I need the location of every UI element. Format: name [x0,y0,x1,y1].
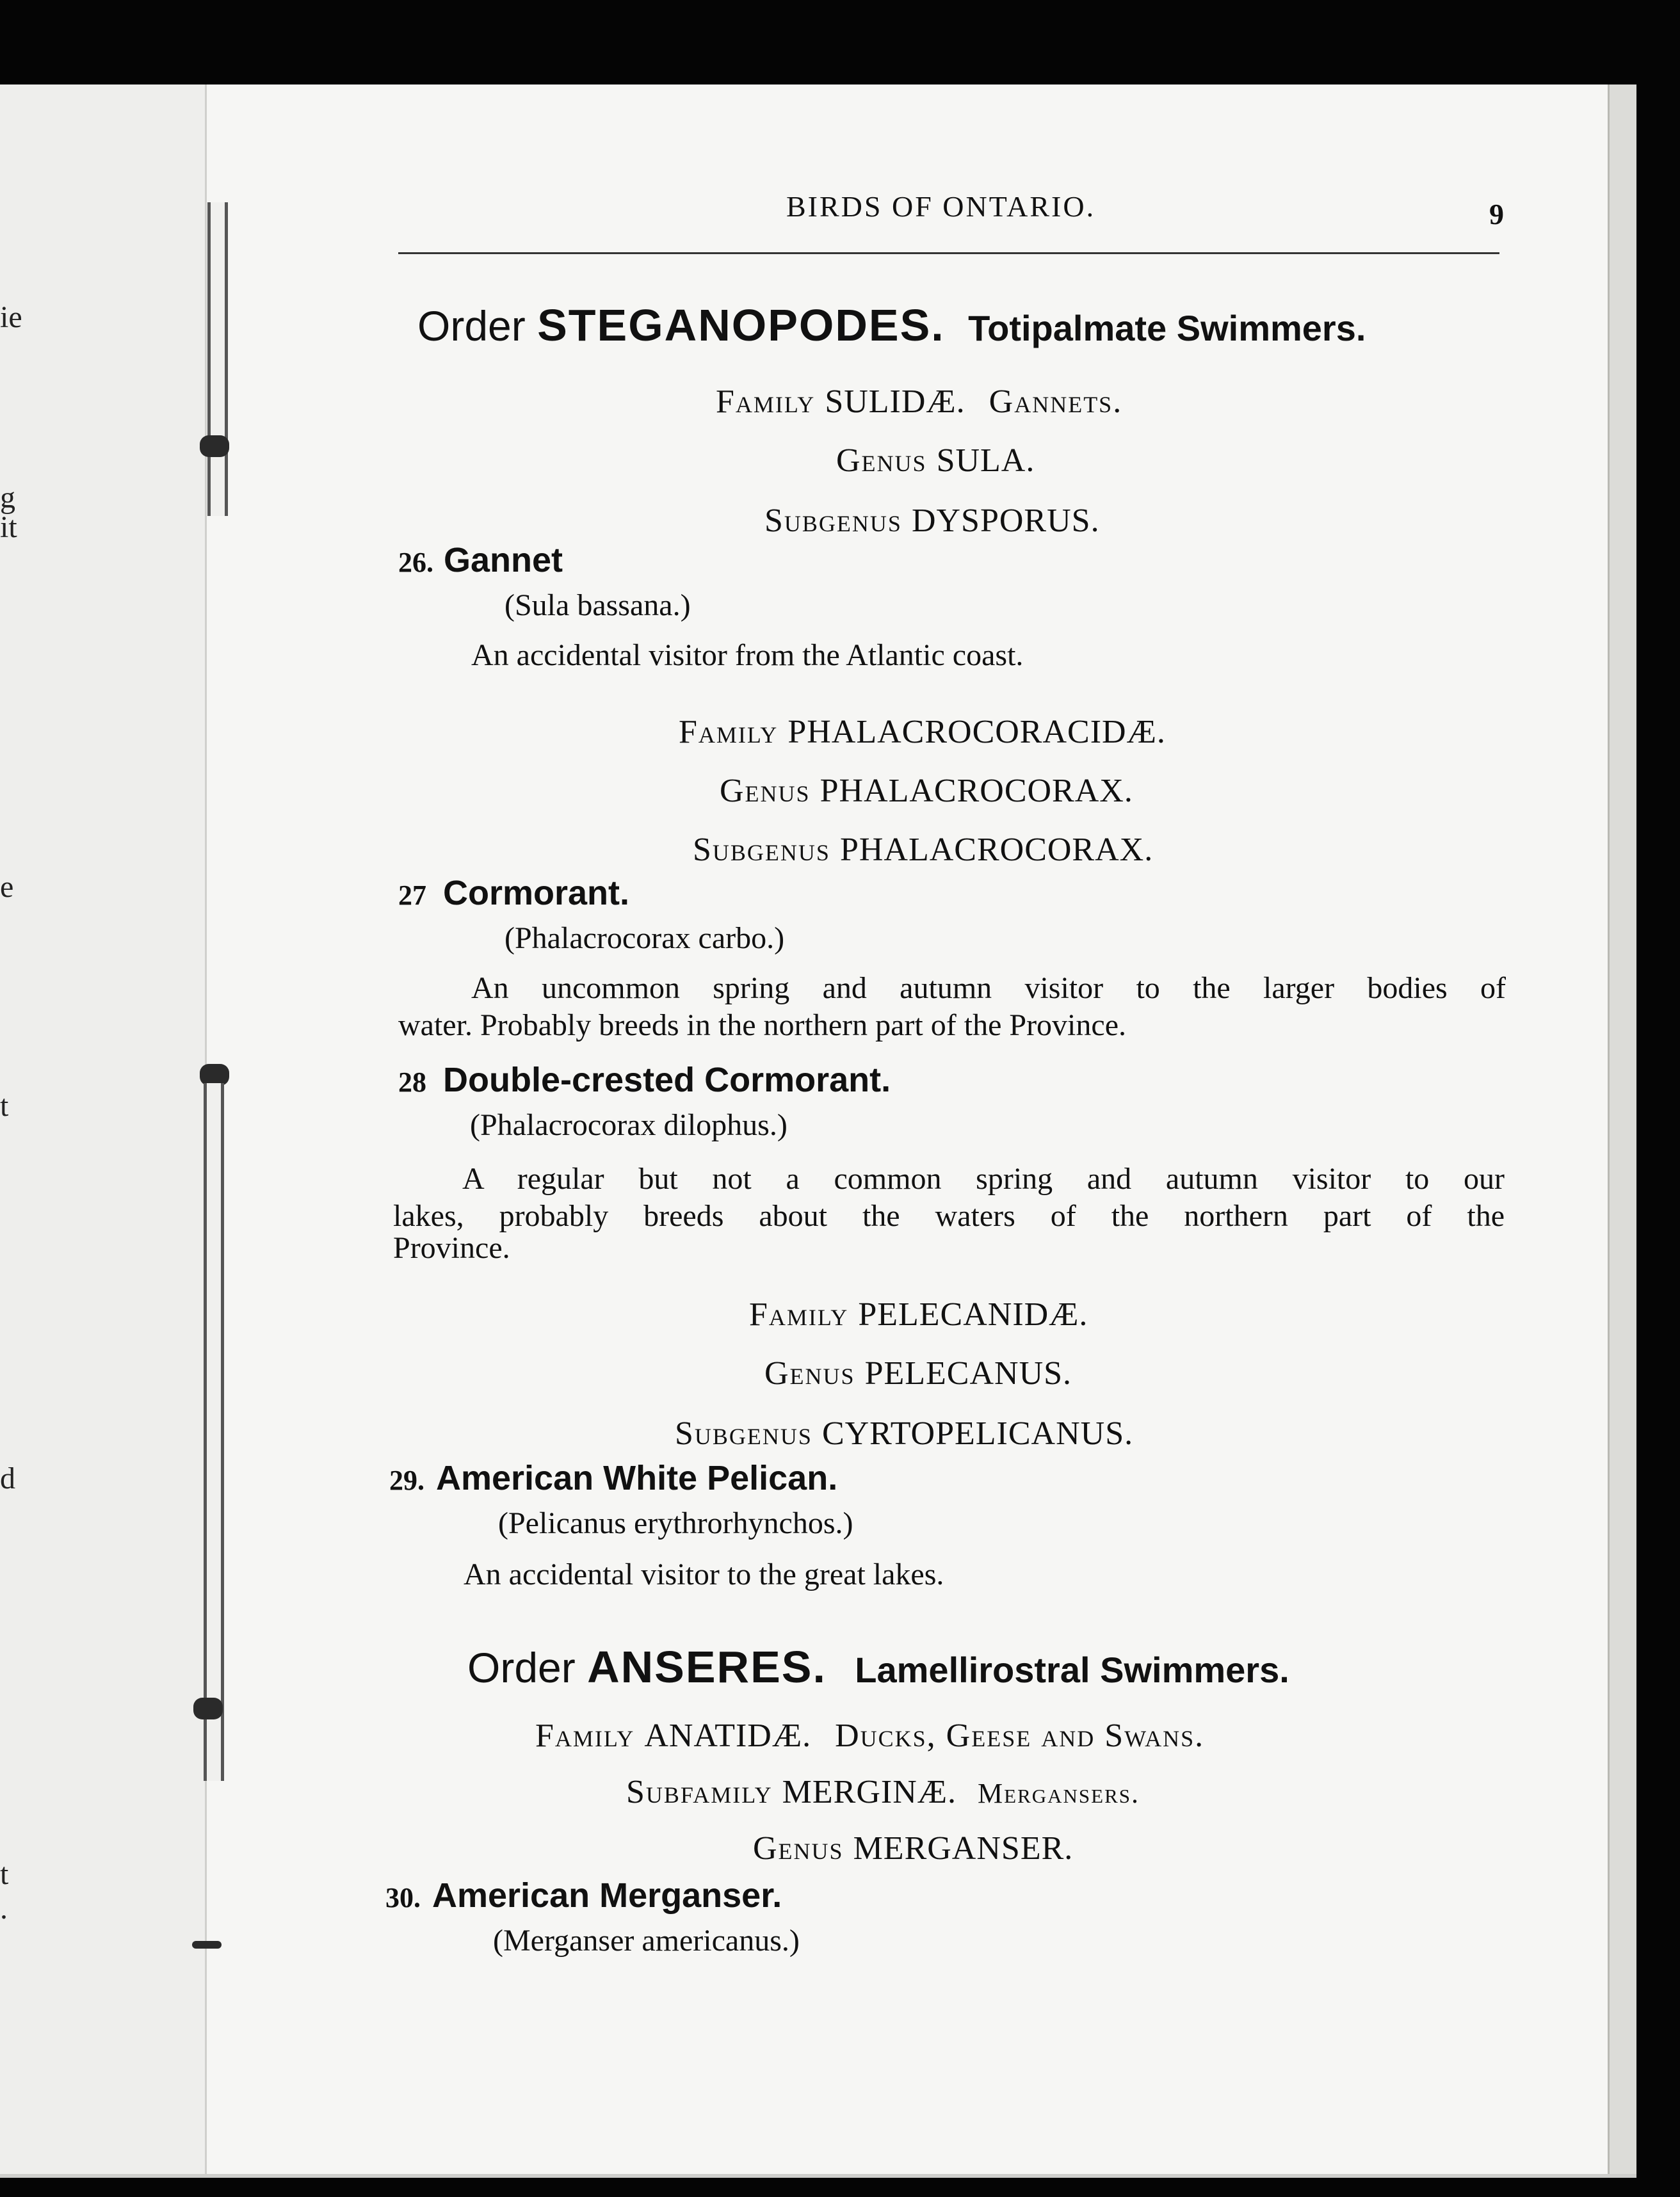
order-name: STEGANOPODES. [537,300,945,350]
order-heading [417,300,1366,351]
species-number: 30. [385,1882,421,1913]
running-head: BIRDS OF ONTARIO. [786,190,1096,223]
scientific-name: (Merganser americanus.) [493,1924,800,1958]
species-number: 29. [389,1465,424,1496]
common-name: Mergansers. [978,1778,1140,1809]
facing-page-fragment: t [0,1089,9,1123]
rank-label: Subgenus [764,503,902,539]
species-heading [385,1876,782,1915]
rank-label: Subfamily [626,1774,773,1810]
taxon-name: SULIDÆ. [825,383,965,420]
taxon-name: PELECANIDÆ. [858,1296,1088,1333]
species-heading [398,1060,891,1100]
species-text: An accidental visitor from the Atlantic coast. [471,638,1024,672]
binding-gutter [0,84,206,2178]
taxon-name: SULA. [936,442,1035,479]
page-number: 9 [1489,198,1504,230]
facing-page-fragment: ie [0,300,22,334]
species-heading [398,873,629,913]
subfamily-heading [626,1773,1140,1811]
order-name: ANSERES. [587,1642,827,1692]
rank-label: Genus [720,773,811,809]
species-name: American White Pelican. [436,1459,838,1497]
binding-knot [200,435,229,457]
genus-heading [836,442,1035,479]
taxon-name: PHALACROCORAX. [839,832,1154,868]
taxon-name: MERGANSER. [853,1830,1074,1867]
page-bottom-edge [0,2174,1636,2178]
page-edge [1608,84,1636,2178]
species-text: Province. [393,1231,510,1265]
rank-label: Family [716,383,816,420]
order-label: Order [467,1644,576,1691]
facing-page-fragment: g [0,481,15,515]
taxon-name: MERGINÆ. [782,1774,957,1810]
binding-cord [204,1083,224,1781]
rank-label: Subgenus [675,1415,812,1452]
order-description: Totipalmate Swimmers. [968,308,1366,348]
scientific-name: (Pelicanus erythrorhynchos.) [498,1506,853,1540]
family-heading [749,1296,1088,1333]
rank-label: Genus [764,1355,855,1392]
scientific-name: (Phalacrocorax carbo.) [505,921,785,955]
common-name: Ducks, Geese and Swans. [835,1718,1205,1754]
scientific-name: (Sula bassana.) [505,588,691,622]
family-heading [716,383,1122,421]
taxon-name: ANATIDÆ. [644,1718,812,1754]
facing-page-fragment: d [0,1461,15,1495]
species-name: Cormorant. [443,874,630,912]
species-name: Double-crested Cormorant. [443,1061,891,1099]
rank-label: Family [535,1718,635,1754]
species-name: American Merganser. [432,1876,782,1915]
species-text: water. Probably breeds in the northern part of the Province. [398,1008,1126,1042]
taxon-name: CYRTOPELICANUS. [821,1415,1134,1452]
facing-page-fragment: it [0,510,17,544]
facing-page-fragment: . [0,1892,8,1926]
family-heading [535,1717,1204,1755]
genus-heading [764,1355,1072,1392]
species-text: An uncommon spring and autumn visitor to the larger bodies of [471,971,1506,1005]
species-heading [389,1458,837,1498]
order-label: Order [417,302,526,350]
genus-heading [753,1830,1073,1867]
genus-heading [720,772,1133,810]
facing-page-fragment: e [0,870,14,904]
facing-page-fragment: t [0,1857,9,1891]
species-number: 27 [398,880,426,911]
rank-label: Genus [836,442,927,479]
taxon-name: PHALACROCORACIDÆ. [788,714,1166,750]
family-heading [679,713,1166,751]
species-text: An accidental visitor to the great lakes. [464,1557,944,1591]
rank-label: Subgenus [693,832,830,868]
common-name: Gannets. [989,383,1123,420]
species-number: 26. [398,547,433,578]
binding-cord [207,202,228,516]
rank-label: Genus [753,1830,844,1867]
binding-knot [192,1941,222,1949]
binding-knot [193,1698,223,1719]
taxon-name: DYSPORUS. [911,503,1100,539]
book-page [0,84,1636,2178]
species-heading [398,540,563,580]
species-name: Gannet [444,541,563,579]
species-text: A regular but not a common spring and autumn visitor to our [462,1162,1505,1196]
scientific-name: (Phalacrocorax dilophus.) [470,1108,788,1142]
binding-knot [200,1064,229,1086]
subgenus-heading [675,1415,1133,1453]
subgenus-heading [693,831,1153,869]
taxon-name: PHALACROCORAX. [820,773,1133,809]
order-description: Lamellirostral Swimmers. [855,1650,1289,1690]
header-rule [398,252,1499,254]
order-heading [467,1641,1289,1693]
rank-label: Family [749,1296,849,1333]
rank-label: Family [679,714,779,750]
taxon-name: PELECANUS. [864,1355,1072,1392]
species-number: 28 [398,1066,426,1098]
species-text: lakes, probably breeds about the waters of the northern part of the [393,1199,1505,1233]
subgenus-heading [764,502,1100,540]
